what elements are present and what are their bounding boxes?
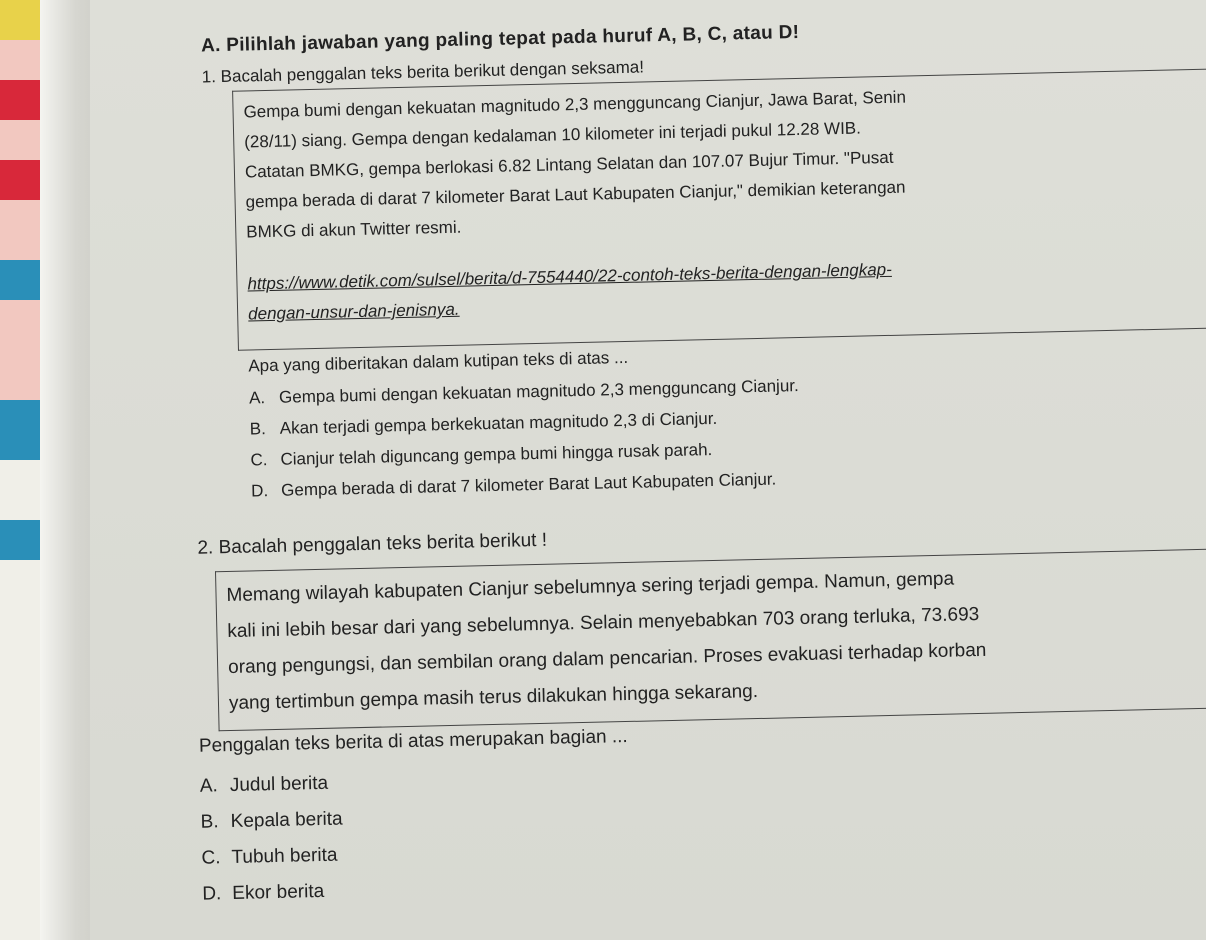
q1-passage-line: gempa berada di darat 7 kilometer Barat Laut Kabupaten Cianjur," demikian keterangan <box>245 177 906 212</box>
source-link-continued[interactable]: dengan-unsur-dan-jenisnya. <box>247 299 460 324</box>
q2-option-a[interactable]: A. Judul berita <box>199 772 329 797</box>
q2-option-b[interactable]: B. Kepala berita <box>200 808 343 833</box>
q1-question: Apa yang diberitakan dalam kutipan teks di atas ... <box>248 347 629 376</box>
section-heading: A. Pilihlah jawaban yang paling tepat pada huruf A, B, C, atau D! <box>200 21 800 57</box>
background-stripes <box>0 0 40 940</box>
q1-passage-line: BMKG di akun Twitter resmi. <box>246 217 462 242</box>
worksheet-content <box>90 0 1206 940</box>
q2-instruction: 2. Bacalah penggalan teks berita berikut ! <box>197 529 548 559</box>
q1-option-b[interactable]: B. Akan terjadi gempa berkekuatan magnitudo 2,3 di Cianjur. <box>249 408 718 439</box>
q2-options <box>200 772 345 919</box>
q1-instruction: 1. Bacalah penggalan teks berita berikut dengan seksama! <box>201 57 645 87</box>
source-link[interactable]: https://www.detik.com/sulsel/berita/d-7554440/22-contoh-teks-berita-dengan-lengkap- <box>247 259 893 294</box>
q1-option-a[interactable]: A. Gempa bumi dengan kekuatan magnitudo 2,3 mengguncang Cianjur. <box>248 376 799 408</box>
q2-option-d[interactable]: D. Ekor berita <box>202 880 325 905</box>
q1-options <box>249 376 801 512</box>
q2-passage-line: Memang wilayah kabupaten Cianjur sebelumnya sering terjadi gempa. Namun, gempa <box>226 568 955 607</box>
q1-passage-line: (28/11) siang. Gempa dengan kedalaman 10 kilometer ini terjadi pukul 12.28 WIB. <box>244 118 862 152</box>
q2-passage-line: orang pengungsi, dan sembilan orang dalam pencarian. Proses evakuasi terhadap korban <box>227 639 987 679</box>
q1-option-d[interactable]: D. Gempa berada di darat 7 kilometer Barat Laut Kabupaten Cianjur. <box>250 469 777 501</box>
q2-passage-line: kali ini lebih besar dari yang sebelumnya. Selain menyebabkan 703 orang terluka, 73.693 <box>227 603 980 643</box>
q1-passage-line: Catatan BMKG, gempa berlokasi 6.82 Lintang Selatan dan 107.07 Bujur Timur. "Pusat <box>244 147 894 182</box>
worksheet-page <box>90 0 1206 940</box>
q1-passage-box <box>232 68 1206 351</box>
q2-passage-line: yang tertimbun gempa masih terus dilakukan hingga sekarang. <box>228 681 759 715</box>
q1-passage-line: Gempa bumi dengan kekuatan magnitudo 2,3 mengguncang Cianjur, Jawa Barat, Senin <box>243 87 907 122</box>
q2-option-c[interactable]: C. Tubuh berita <box>201 844 338 869</box>
q2-passage-box <box>215 548 1206 731</box>
q2-question: Penggalan teks berita di atas merupakan bagian ... <box>198 725 628 757</box>
q1-option-c[interactable]: C. Cianjur telah diguncang gempa bumi hingga rusak parah. <box>250 440 713 470</box>
